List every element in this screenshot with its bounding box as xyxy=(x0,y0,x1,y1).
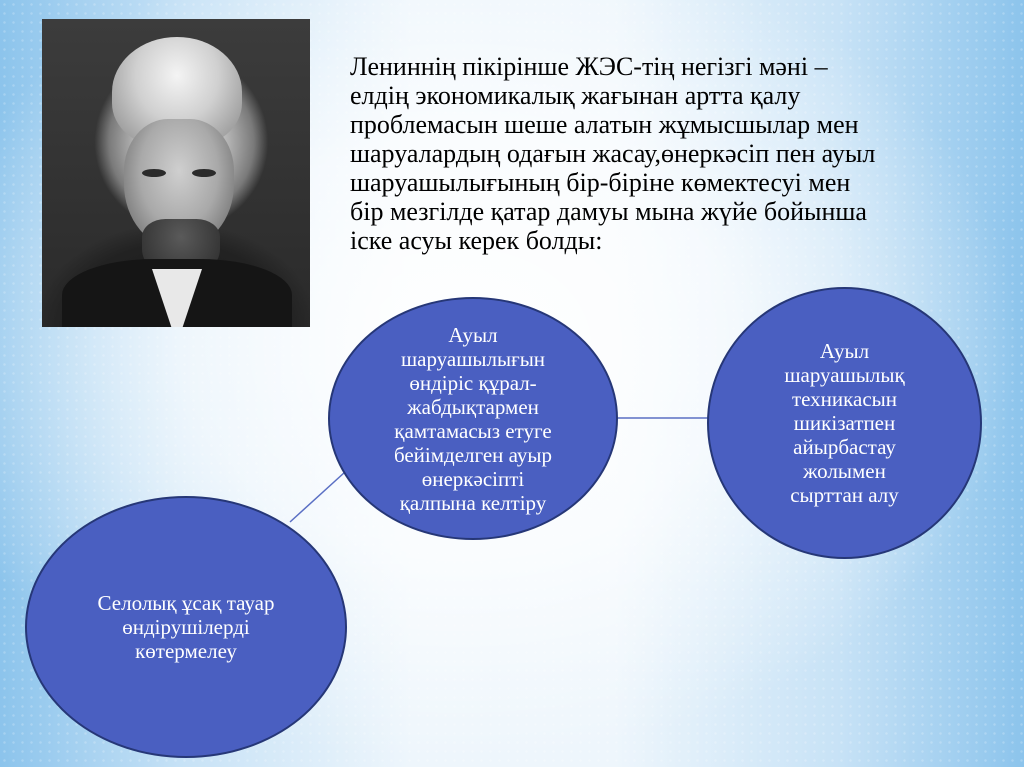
node-center xyxy=(328,297,618,540)
node-right-text: Ауыл шаруашылық техникасын шикізатпен айырбастау жолымен сырттан алу xyxy=(784,339,905,507)
connector-left-center xyxy=(290,472,345,522)
node-right xyxy=(707,287,982,559)
main-text: Лениннің пікірінше ЖЭС-тің негізгі мәні – елдің экономикалық жағынан артта қалу проблемасын шеше алатын жұмысшылар мен шаруалардың одағын жасау,өнеркәсіп пен ауыл шаруашылығының бір-біріне көмектесуі мен бір мезгілде қатар дамуы мына жүйе бойынша іске асуы керек болды: xyxy=(350,52,876,255)
node-center-text: Ауыл шаруашылығын өндіріс құрал- жабдықтармен қамтамасыз етуге бейімделген ауыр өнеркәсіпті қалпына келтіру xyxy=(393,322,553,515)
node-left xyxy=(25,496,347,758)
node-left-text: Селолық ұсақ тауар өндірушілерді көтермелеу xyxy=(97,591,275,663)
